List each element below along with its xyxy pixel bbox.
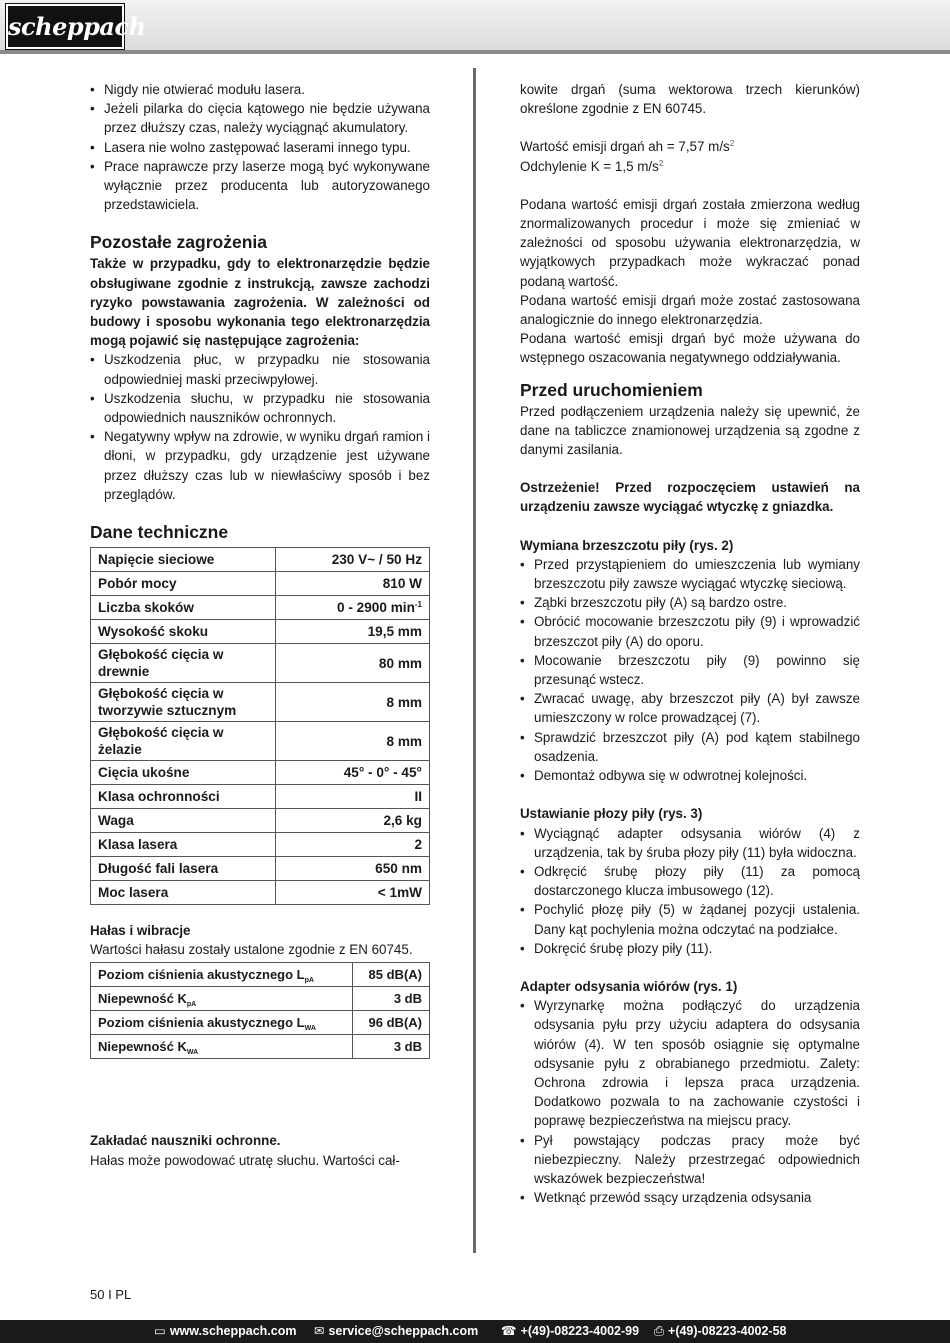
ear-protection-text: Hałas może powodować utratę słuchu. Wartości cał- <box>90 1152 400 1168</box>
list-item: • Ząbki brzeszczotu piły (A) są bardzo ostre. <box>520 593 860 612</box>
vibration-emission-value: Wartość emisji drgań ah = 7,57 $m/s^2$ <box>520 139 735 155</box>
list-item: • Demontaż odbywa się w odwrotnej kolejności. <box>520 766 860 785</box>
table-row: Klasa ochronności II <box>91 785 430 809</box>
list-item: • Negatywny wpływ na zdrowie, w wyniku drgań ramion i dłoni, w przypadku, gdy urządzenie jest używane przez dłuższy czas lub w niewłaściwy sposób i bez przeglądów. <box>90 427 430 504</box>
list-item: • Zwracać uwagę, aby brzeszczot piły (A) był zawsze umieszczony w rolce prowadzącej (7). <box>520 689 860 727</box>
table-row: Napięcie sieciowe 230 V~ / 50 Hz <box>91 548 430 572</box>
footer-email[interactable]: ✉ service@scheppach.com <box>314 1324 479 1338</box>
scheppach-logo: scheppach <box>6 4 124 49</box>
table-row: Liczba skoków 0 - 2900 $\min^{-1}$ <box>91 596 430 620</box>
table-row: Pobór mocy 810 W <box>91 572 430 596</box>
list-item: • Sprawdzić brzeszczot piły (A) pod kątem stabilnego osadzenia. <box>520 728 860 766</box>
table-row: Niepewność $K_{WA}$ 3 dB <box>91 1035 430 1059</box>
residual-risks-heading: Pozostałe zagrożenia <box>90 232 267 253</box>
list-item: • Wyrzynarkę można podłączyć do urządzenia odsysania pyłu przy użyciu adaptera do odsysania wiórów (4). W ten sposób osiągnie się optymalne odsysanie pyłu z obrabianego przedmiotu. Zalety: Ochrona zdrowia i lepsza praca urządzenia. Dodatkowo pozwala to na zachowanie czystości i poprawę bezpieczeństwa na miejscu pracy. <box>520 996 860 1130</box>
startup-heading: Przed uruchomieniem <box>520 379 703 400</box>
residual-risks-list <box>90 350 430 504</box>
list-item: • Lasera nie wolno zastępować laserami innego typu. <box>90 138 430 157</box>
list-item: • Dokręcić śrubę płozy piły (11). <box>520 939 860 958</box>
table-row: Poziom ciśnienia akustycznego $L_{pA}$ 85 dB(A) <box>91 963 430 987</box>
list-item: • Pył powstający podczas pracy może być niebezpieczny. Należy przestrzegać odpowiednich wskazówek bezpieczeństwa! <box>520 1131 860 1189</box>
vibration-continued: kowite drgań (suma wektorowa trzech kierunków) określone zgodnie z EN 60745. <box>520 82 860 117</box>
footer-website[interactable]: ▭ www.scheppach.com <box>154 1324 297 1338</box>
table-row: Długość fali lasera 650 nm <box>91 857 430 881</box>
page-number: 50 I PL <box>90 1287 132 1302</box>
footer-bar <box>0 1320 950 1343</box>
table-row: Cięcia ukośne 45° - 0° - 45° <box>91 761 430 785</box>
vibration-paragraph: Podana wartość emisji drgań być może używana do wstępnego oszacowania negatywnego oddziaływania. <box>520 331 860 366</box>
fax-icon: ⎙ <box>654 1324 665 1338</box>
list-item: • Przed przystąpieniem do umieszczenia lub wymiany brzeszczotu piły zawsze wyciągać wtyczkę sieciową. <box>520 555 860 593</box>
list-item: • Wyciągnąć adapter odsysania wiórów (4) z urządzenia, tak by śruba płozy piły (11) była widoczna. <box>520 824 860 862</box>
footer-fax: ⎙ +(49)-08223-4002-58 <box>654 1324 787 1338</box>
saw-shoe-heading: Ustawianie płozy piły (rys. 3) <box>520 806 703 822</box>
vibration-paragraph: Podana wartość emisji drgań może zostać zastosowana analogicznie do innego elektronarzędzia. <box>520 292 860 328</box>
footer-phone[interactable]: ☎ +(49)-08223-4002-99 <box>501 1324 640 1338</box>
noise-vibration-heading: Hałas i wibracje <box>90 923 191 939</box>
list-item: • Odkręcić śrubę płozy piły (11) za pomocą dostarczonego klucza imbusowego (12). <box>520 862 860 900</box>
list-item: • Prace naprawcze przy laserze mogą być wykonywane wyłącznie przez producenta lub autoryzowanego przedstawiciela. <box>90 157 430 215</box>
blade-change-heading: Wymiana brzeszczotu piły (rys. 2) <box>520 537 734 553</box>
technical-data-heading: Dane techniczne <box>90 522 229 543</box>
table-row: Waga 2,6 kg <box>91 809 430 833</box>
list-item: • Wetknąć przewód ssący urządzenia odsysania <box>520 1188 860 1207</box>
list-item: • Uszkodzenia płuc, w przypadku nie stosowania odpowiedniej maski przeciwpyłowej. <box>90 350 430 388</box>
dust-adapter-list <box>520 996 860 1207</box>
right-column <box>520 80 860 1207</box>
mail-icon: ✉ <box>314 1324 325 1338</box>
warning-text: Ostrzeżenie! Przed rozpoczęciem ustawień na urządzeniu zawsze wyciągać wtyczkę z gniazdka. <box>520 480 860 515</box>
list-item: • Mocowanie brzeszczotu piły (9) powinno się przesunąć wstecz. <box>520 651 860 689</box>
table-row: Wysokość skoku 19,5 mm <box>91 620 430 644</box>
ear-protection-heading: Zakładać nauszniki ochronne. <box>90 1133 281 1149</box>
table-row: Głębokość cięcia w żelazie 8 mm <box>91 722 430 761</box>
table-row: Moc lasera < 1mW <box>91 881 430 905</box>
residual-risks-intro: Także w przypadku, gdy to elektronarzędzie będzie obsługiwane zgodnie z instrukcją, zawsze zachodzi ryzyko powstawania zagrożenia. W zależności od budowy i sposobu wykonania tego elektronarzędzia mogą pojawić się następujące zagrożenia: <box>90 256 430 349</box>
table-row: Głębokość cięcia w drewnie 80 mm <box>91 644 430 683</box>
list-item: • Nigdy nie otwierać modułu lasera. <box>90 80 430 99</box>
startup-text: Przed podłączeniem urządzenia należy się upewnić, że dane na tabliczce znamionowej urządzenia są zgodne z danymi zasilania. <box>520 403 860 458</box>
blade-change-list <box>520 555 860 785</box>
list-item: • Uszkodzenia słuchu, w przypadku nie stosowania odpowiednich nauszników ochronnych. <box>90 389 430 427</box>
computer-icon: ▭ <box>154 1324 166 1338</box>
laser-safety-list <box>90 80 430 214</box>
column-divider <box>473 68 476 1253</box>
noise-table <box>90 962 430 1059</box>
list-item: • Pochylić płozę piły (5) w żądanej pozycji ustalenia. Dany kąt pochylenia można odczytać na podziałce. <box>520 900 860 938</box>
technical-data-table <box>90 547 430 905</box>
list-item: • Obrócić mocowanie brzeszczotu piły (9) i wprowadzić brzeszczot piły (A) do oporu. <box>520 612 860 650</box>
list-item: • Jeżeli pilarka do cięcia kątowego nie będzie używana przez dłuższy czas, należy wyciągnąć akumulatory. <box>90 99 430 137</box>
table-row: Poziom ciśnienia akustycznego $L_{WA}$ 96 dB(A) <box>91 1011 430 1035</box>
table-row: Niepewność $K_{pA}$ 3 dB <box>91 987 430 1011</box>
dust-adapter-heading: Adapter odsysania wiórów (rys. 1) <box>520 978 738 994</box>
noise-intro: Wartości hałasu zostały ustalone zgodnie z EN 60745. <box>90 942 413 958</box>
vibration-deviation-value: Odchylenie K = 1,5 $m/s^2$ <box>520 158 664 174</box>
table-row: Głębokość cięcia w tworzywie sztucznym 8 mm <box>91 683 430 722</box>
saw-shoe-list <box>520 824 860 958</box>
table-row: Klasa lasera 2 <box>91 833 430 857</box>
header-rule <box>0 50 950 54</box>
phone-icon: ☎ <box>501 1324 517 1338</box>
vibration-paragraph: Podana wartość emisji drgań została zmierzona według znormalizowanych procedur i może się zmieniać w zależności od sposobu używania elektronarzędzia, w wyjątkowych przypadkach może wykraczać ponad podaną wartość. <box>520 196 860 289</box>
left-column <box>90 80 430 1170</box>
